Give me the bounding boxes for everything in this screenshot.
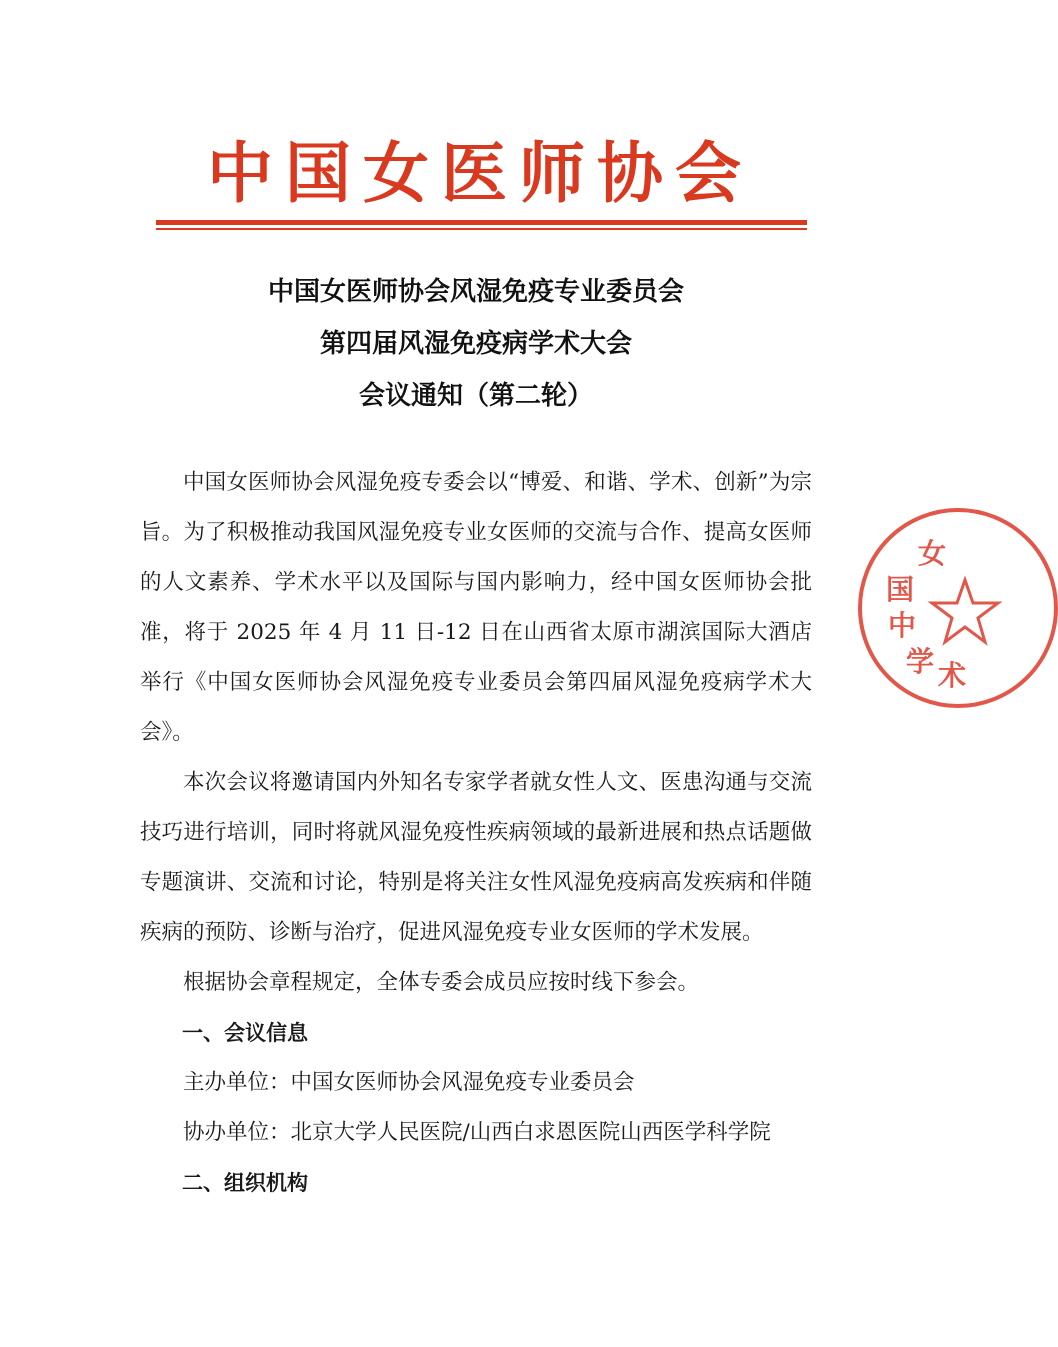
title-line-1: 中国女医师协会风湿免疫专业委员会: [267, 277, 684, 307]
paragraph-intro: 中国女医师协会风湿免疫专委会以“博爱、和谐、学术、创新”为宗旨。为了积极推动我国风湿免疫专业女医师的交流与合作、提高女医师的人文素养、学术水平以及国际与国内影响力，经中国女医师协会批准，将于 2025 年 4 月 11 日-12 日在山西省太原市湖滨国际大酒店举行《中国女医师协会风湿免疫专业委员会第四届风湿免疫病学术大会》。: [140, 470, 812, 745]
seal-char-5: 术: [938, 659, 967, 692]
title-line-2: 第四届风湿免疫病学术大会: [319, 329, 632, 359]
section-heading-organization: 二、组织机构: [182, 1171, 308, 1195]
host-organizer: 主办单位：中国女医师协会风湿免疫专业委员会: [183, 1070, 635, 1095]
seal-char-3: 女: [918, 537, 947, 570]
paragraph-content: 本次会议将邀请国内外知名专家学者就女性人文、医患沟通与交流技巧进行培训，同时将就风湿免疫性疾病领域的最新进展和热点话题做专题演讲、交流和讨论，特别是将关注女性风湿免疫病高发疾病和伴随疾病的预防、诊断与治疗，促进风湿免疫专业女医师的学术发展。: [140, 770, 812, 945]
official-seal-stamp: [858, 508, 1058, 708]
title-line-3: 会议通知（第二轮）: [358, 381, 593, 411]
seal-star-icon: [930, 576, 1000, 646]
notice-body: [140, 458, 812, 1208]
seal-char-2: 国: [886, 573, 915, 606]
notice-title: [140, 266, 812, 422]
letterhead-rule-thin: [156, 228, 807, 230]
co-organizer: 协办单位：北京大学人民医院/山西白求恩医院山西医学科学院: [183, 1120, 771, 1145]
paragraph-attendance: 根据协会章程规定，全体专委会成员应按时线下参会。: [183, 970, 700, 995]
letterhead-title: 中国女医师协会: [207, 134, 753, 212]
section-heading-meeting-info: 一、会议信息: [182, 1021, 308, 1045]
letterhead-rule-thick: [156, 220, 807, 225]
seal-char-1: 中: [888, 609, 917, 642]
seal-char-4: 学: [906, 645, 935, 678]
